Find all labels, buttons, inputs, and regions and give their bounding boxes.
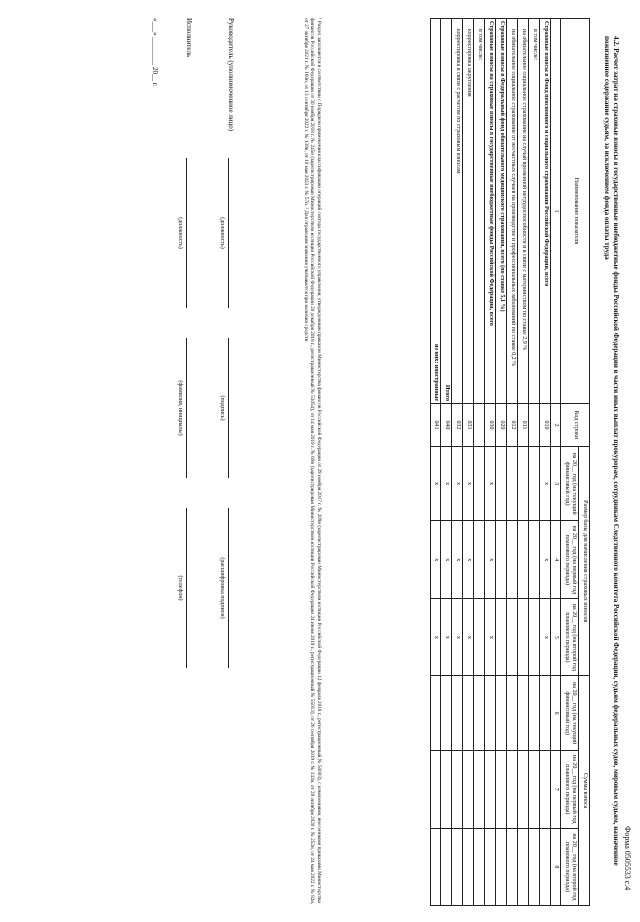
executor-position-line [186, 158, 187, 308]
value-cell [507, 521, 518, 599]
value-cell [496, 828, 507, 905]
value-cell: x [485, 521, 496, 599]
total-value [431, 750, 442, 828]
value-cell [518, 828, 529, 905]
value-cell [452, 676, 463, 750]
value-cell [452, 750, 463, 828]
value-cell [529, 750, 540, 828]
period-header: на 20__ год (на текущий финансовый год) [561, 676, 579, 750]
value-cell [529, 599, 540, 676]
value-cell [474, 447, 485, 521]
value-cell [507, 676, 518, 750]
value-cell: x [452, 599, 463, 676]
value-cell [540, 676, 551, 750]
value-cell [529, 828, 540, 905]
value-cell: x [463, 447, 474, 521]
value-cell [496, 676, 507, 750]
total-value [431, 828, 442, 905]
value-cell [507, 447, 518, 521]
value-cell: x [463, 599, 474, 676]
column-number: 4 [551, 521, 562, 599]
row-code: 011 [518, 404, 529, 447]
executor-phone-line [186, 508, 187, 668]
row-name: в том числе: [529, 19, 540, 404]
period-header: на 20__ год (на первый год планового периода) [561, 750, 579, 828]
value-cell [496, 447, 507, 521]
total-value: x [441, 599, 452, 676]
total-value [441, 750, 452, 828]
row-name: корректировка в связи с расчетом по страховым взносам [452, 19, 463, 404]
group-base-header: Размер базы для начисления страховых взносов [579, 447, 590, 676]
value-cell [485, 676, 496, 750]
value-cell [529, 676, 540, 750]
value-cell [474, 521, 485, 599]
row-code: 032 [452, 404, 463, 447]
period-header: на 20__ год (на первый год планового периода) [561, 521, 579, 599]
value-cell [518, 676, 529, 750]
period-header: на 20__ год (на текущий финансовый год) [561, 447, 579, 521]
footnote: ¹ Раздел заполняется в соответствии с Порядком применения классификации операций сектора государственного управления, утвержденным приказом Министерства финансов Российской Федерации от 29 ноября 2017 г. № 209н (зарегистрирован Министерством юстиции Российской Федерации 12 февраля 2018 г., регистрационный № 50003), с изменениями, внесенными приказами Министерства финансов Российской Федерации от 30 ноября 2018 г. № 245н (зарегистрирован Министерством юстиции Российской Федерации 20 декабря 2018 г., регистрационный № 53054), от 14 мая 2019 г. № 69н (зарегистрирован Министерством юстиции Российской Федерации 24 июня 2019 г., регистрационный № 55013), от 26 сентября 2019 г. № 143н, от 29 октября 2020 г. № 252н, от 24 мая 2022 г. № 82н, от 27 октября 2021 г. № 160н, от 13 сентября 2022 г. № 139н, от 10 мая 2023 г. № 57н. ² Для отражения значения учитывается при наличии средств. [302, 18, 322, 905]
value-cell [463, 828, 474, 905]
value-cell: x [485, 599, 496, 676]
table-row [507, 19, 518, 906]
value-cell [507, 599, 518, 676]
row-name: на обязательное социальное страхование от несчастных случаев на производстве и профессиональных заболеваний по ставке 0,2 % [507, 19, 518, 404]
row-code: 031 [463, 404, 474, 447]
total-value: x [441, 521, 452, 599]
total-value: x [431, 521, 442, 599]
value-cell: x [452, 447, 463, 521]
table-row [485, 19, 496, 906]
date-line: «___» ________ 20__ г. [151, 18, 159, 87]
head-position-line [228, 158, 229, 308]
row-name: Страховые взносы в Фонд пенсионного и социального страхования Российской Федерации, всего [540, 19, 551, 404]
contributions-table [430, 18, 590, 906]
head-signature-line [228, 338, 229, 478]
row-code [474, 404, 485, 447]
value-cell [474, 828, 485, 905]
value-cell [474, 599, 485, 676]
row-name: Страховые взносы на страховые взносы в государственные внебюджетные фонды Российской Федерации, всего [485, 19, 496, 404]
value-cell [518, 521, 529, 599]
total-code: 041 [431, 404, 442, 447]
table-row [452, 19, 463, 906]
value-cell [474, 676, 485, 750]
total-value [431, 676, 442, 750]
total-row [441, 19, 452, 906]
value-cell [507, 750, 518, 828]
fio-caption: (фамилия, инициалы) [177, 380, 183, 436]
total-value: x [441, 447, 452, 521]
row-code [529, 404, 540, 447]
total-label: из них: иностранные [431, 19, 442, 404]
col-code-header: Код строки [561, 404, 590, 447]
value-cell: x [540, 447, 551, 521]
value-cell [507, 828, 518, 905]
value-cell [518, 447, 529, 521]
row-code: 020 [496, 404, 507, 447]
value-cell [485, 828, 496, 905]
total-label: Итого [441, 19, 452, 404]
row-name: корректировка округления [463, 19, 474, 404]
value-cell: x [463, 521, 474, 599]
total-row [431, 19, 442, 906]
total-code: 040 [441, 404, 452, 447]
head-decode-line [228, 508, 229, 668]
executor-fio-line [186, 338, 187, 478]
row-code: 012 [507, 404, 518, 447]
phone-caption: (телефон) [177, 575, 183, 601]
value-cell [463, 750, 474, 828]
value-cell [496, 521, 507, 599]
column-number: 2 [551, 404, 562, 447]
value-cell [474, 750, 485, 828]
executor-label: Исполнитель [185, 18, 193, 58]
position-caption: (должность) [219, 217, 225, 249]
table-row [496, 19, 507, 906]
table-row [463, 19, 474, 906]
total-value [441, 828, 452, 905]
value-cell [485, 750, 496, 828]
value-cell: x [540, 599, 551, 676]
period-header: на 20__ год (на второй год планового периода) [561, 599, 579, 676]
value-cell [529, 447, 540, 521]
column-number: 8 [551, 828, 562, 905]
value-cell [529, 521, 540, 599]
executor-position-caption: (должность) [177, 217, 183, 249]
total-value [441, 676, 452, 750]
value-cell [518, 599, 529, 676]
period-header: на 20__ год (на второй год планового периода) [561, 828, 579, 905]
row-code: 030 [485, 404, 496, 447]
column-number: 3 [551, 447, 562, 521]
table-row [529, 19, 540, 906]
column-number: 1 [551, 19, 562, 404]
head-label: Руководитель (уполномоченное лицо) [227, 18, 235, 132]
column-number: 6 [551, 676, 562, 750]
row-name: в том числе: [474, 19, 485, 404]
group-sum-header: Сумма взноса [579, 676, 590, 906]
total-value: x [431, 599, 442, 676]
value-cell [496, 599, 507, 676]
table-row [518, 19, 529, 906]
value-cell: x [485, 447, 496, 521]
signature-caption: (подпись) [219, 395, 225, 421]
row-name: Страховые взносы в Федеральный фонд обязательного медицинского страхования, всего (по ставке 5,1 %) [496, 19, 507, 404]
section-heading: 4.2. Расчет затрат на страховые взносы в государственные внебюджетные фонды Российской Федерации в части иных выплат прокурорам, сотрудникам Следственного комитета Российской Федерации, судьям федеральных судов, мировым судьям, назначенное пожизненное содержание судьям, за исключением фонда оплаты труда [603, 36, 620, 866]
table-row [540, 19, 551, 906]
total-value: x [431, 447, 442, 521]
row-code: 010 [540, 404, 551, 447]
table-row [474, 19, 485, 906]
column-number: 5 [551, 599, 562, 676]
form-code: Форма 0505533 с.4 [623, 826, 632, 891]
value-cell [518, 750, 529, 828]
column-number: 7 [551, 750, 562, 828]
value-cell [540, 750, 551, 828]
decode-caption: (расшифровка подписи) [219, 557, 225, 619]
value-cell [540, 828, 551, 905]
value-cell [452, 828, 463, 905]
value-cell: x [452, 521, 463, 599]
value-cell: x [540, 521, 551, 599]
row-name: на обязательное социальное страхование на случай временной нетрудоспособности и в связи с материнством по ставке 2,9 % [518, 19, 529, 404]
value-cell [463, 676, 474, 750]
col-name-header: Наименование показателя [561, 19, 590, 404]
value-cell [496, 750, 507, 828]
